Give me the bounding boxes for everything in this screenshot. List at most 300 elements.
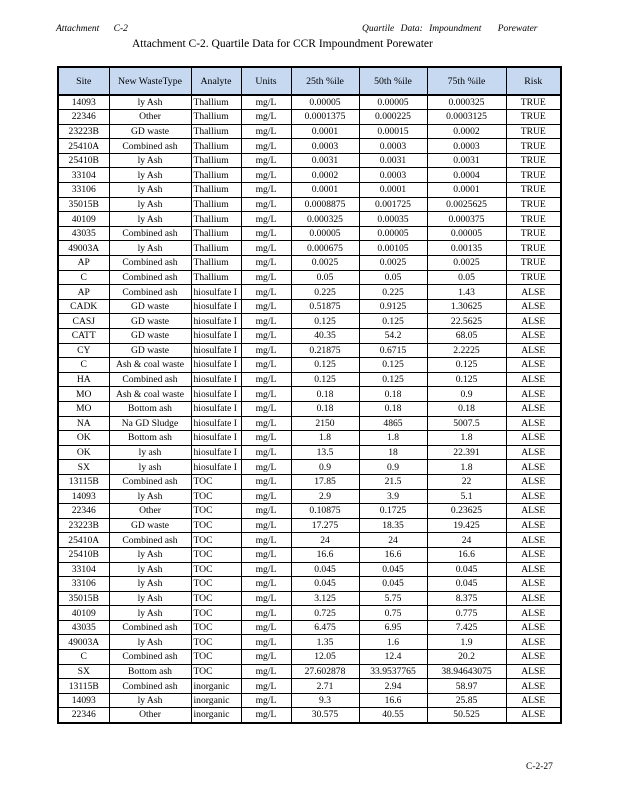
table-row bbox=[58, 620, 561, 635]
cell-units: mg/L bbox=[241, 168, 291, 183]
cell-25th: 0.045 bbox=[291, 562, 359, 577]
cell-units: mg/L bbox=[241, 504, 291, 519]
cell-site: 40109 bbox=[58, 606, 109, 621]
cell-risk: ALSE bbox=[506, 533, 561, 548]
table-row bbox=[58, 445, 561, 460]
cell-units: mg/L bbox=[241, 197, 291, 212]
table-row bbox=[58, 387, 561, 402]
cell-site: 14093 bbox=[58, 95, 109, 110]
cell-analyte: TOC bbox=[191, 533, 241, 548]
cell-25th: 0.0008875 bbox=[291, 197, 359, 212]
table-row bbox=[58, 139, 561, 154]
table-row bbox=[58, 358, 561, 373]
cell-waste-type: Combined ash bbox=[109, 474, 191, 489]
cell-risk: TRUE bbox=[506, 197, 561, 212]
cell-25th: 0.0031 bbox=[291, 153, 359, 168]
cell-risk: ALSE bbox=[506, 504, 561, 519]
cell-75th: 2.2225 bbox=[427, 343, 506, 358]
cell-waste-type: ly Ash bbox=[109, 241, 191, 256]
cell-site: AP bbox=[58, 256, 109, 271]
cell-units: mg/L bbox=[241, 226, 291, 241]
cell-25th: 0.0001 bbox=[291, 183, 359, 198]
cell-waste-type: Bottom ash bbox=[109, 431, 191, 446]
cell-50th: 0.0003 bbox=[359, 139, 427, 154]
header-attachment: Attachment bbox=[56, 24, 100, 34]
cell-units: mg/L bbox=[241, 620, 291, 635]
cell-analyte: Thallium bbox=[191, 95, 241, 110]
cell-75th: 8.375 bbox=[427, 591, 506, 606]
cell-units: mg/L bbox=[241, 139, 291, 154]
cell-waste-type: Combined ash bbox=[109, 285, 191, 300]
cell-risk: ALSE bbox=[506, 693, 561, 708]
cell-waste-type: Combined ash bbox=[109, 533, 191, 548]
cell-75th: 7.425 bbox=[427, 620, 506, 635]
cell-75th: 1.8 bbox=[427, 460, 506, 475]
cell-risk: ALSE bbox=[506, 314, 561, 329]
cell-units: mg/L bbox=[241, 562, 291, 577]
cell-risk: ALSE bbox=[506, 431, 561, 446]
cell-waste-type: ly Ash bbox=[109, 183, 191, 198]
cell-risk: ALSE bbox=[506, 329, 561, 344]
cell-risk: ALSE bbox=[506, 445, 561, 460]
cell-waste-type: Ash & coal waste bbox=[109, 387, 191, 402]
cell-50th: 16.6 bbox=[359, 547, 427, 562]
cell-25th: 0.9 bbox=[291, 460, 359, 475]
cell-units: mg/L bbox=[241, 329, 291, 344]
cell-waste-type: GD waste bbox=[109, 343, 191, 358]
cell-analyte: Thallium bbox=[191, 110, 241, 125]
cell-50th: 24 bbox=[359, 533, 427, 548]
cell-waste-type: ly Ash bbox=[109, 591, 191, 606]
cell-units: mg/L bbox=[241, 401, 291, 416]
cell-risk: TRUE bbox=[506, 95, 561, 110]
cell-75th: 0.000325 bbox=[427, 95, 506, 110]
quartile-data-table bbox=[57, 66, 562, 724]
cell-units: mg/L bbox=[241, 299, 291, 314]
cell-25th: 30.575 bbox=[291, 708, 359, 723]
cell-analyte: TOC bbox=[191, 635, 241, 650]
table-row bbox=[58, 708, 561, 723]
cell-waste-type: Ash & coal waste bbox=[109, 358, 191, 373]
cell-site: MO bbox=[58, 401, 109, 416]
cell-waste-type: Combined ash bbox=[109, 679, 191, 694]
cell-analyte: TOC bbox=[191, 518, 241, 533]
cell-waste-type: GD waste bbox=[109, 314, 191, 329]
cell-75th: 1.9 bbox=[427, 635, 506, 650]
cell-analyte: Thallium bbox=[191, 226, 241, 241]
cell-25th: 17.85 bbox=[291, 474, 359, 489]
cell-waste-type: GD waste bbox=[109, 124, 191, 139]
cell-units: mg/L bbox=[241, 110, 291, 125]
cell-units: mg/L bbox=[241, 153, 291, 168]
cell-50th: 0.125 bbox=[359, 358, 427, 373]
table-row bbox=[58, 431, 561, 446]
cell-site: 35015B bbox=[58, 591, 109, 606]
cell-25th: 0.18 bbox=[291, 387, 359, 402]
cell-units: mg/L bbox=[241, 533, 291, 548]
cell-50th: 21.5 bbox=[359, 474, 427, 489]
cell-75th: 0.18 bbox=[427, 401, 506, 416]
cell-75th: 0.0031 bbox=[427, 153, 506, 168]
cell-risk: ALSE bbox=[506, 416, 561, 431]
cell-25th: 1.8 bbox=[291, 431, 359, 446]
cell-75th: 0.0003125 bbox=[427, 110, 506, 125]
table-row bbox=[58, 372, 561, 387]
cell-25th: 12.05 bbox=[291, 650, 359, 665]
cell-units: mg/L bbox=[241, 650, 291, 665]
cell-50th: 0.0003 bbox=[359, 168, 427, 183]
cell-risk: TRUE bbox=[506, 256, 561, 271]
cell-25th: 0.725 bbox=[291, 606, 359, 621]
cell-site: OK bbox=[58, 431, 109, 446]
cell-50th: 0.75 bbox=[359, 606, 427, 621]
cell-75th: 22 bbox=[427, 474, 506, 489]
cell-waste-type: Combined ash bbox=[109, 372, 191, 387]
table-body bbox=[58, 95, 561, 723]
cell-25th: 40.35 bbox=[291, 329, 359, 344]
cell-site: 22346 bbox=[58, 110, 109, 125]
cell-50th: 0.05 bbox=[359, 270, 427, 285]
cell-waste-type: Na GD Sludge bbox=[109, 416, 191, 431]
cell-units: mg/L bbox=[241, 431, 291, 446]
cell-75th: 20.2 bbox=[427, 650, 506, 665]
table-row bbox=[58, 591, 561, 606]
cell-risk: TRUE bbox=[506, 183, 561, 198]
cell-25th: 9.3 bbox=[291, 693, 359, 708]
cell-analyte: hiosulfate I bbox=[191, 314, 241, 329]
table-row bbox=[58, 285, 561, 300]
cell-75th: 22.5625 bbox=[427, 314, 506, 329]
cell-site: 33106 bbox=[58, 183, 109, 198]
cell-units: mg/L bbox=[241, 489, 291, 504]
cell-50th: 33.9537765 bbox=[359, 664, 427, 679]
cell-75th: 19.425 bbox=[427, 518, 506, 533]
cell-25th: 13.5 bbox=[291, 445, 359, 460]
cell-25th: 2.71 bbox=[291, 679, 359, 694]
cell-50th: 0.125 bbox=[359, 314, 427, 329]
cell-75th: 0.0004 bbox=[427, 168, 506, 183]
cell-50th: 0.00015 bbox=[359, 124, 427, 139]
table-row bbox=[58, 635, 561, 650]
cell-75th: 38.94643075 bbox=[427, 664, 506, 679]
cell-25th: 0.000325 bbox=[291, 212, 359, 227]
cell-units: mg/L bbox=[241, 416, 291, 431]
cell-analyte: hiosulfate I bbox=[191, 372, 241, 387]
cell-25th: 0.0001375 bbox=[291, 110, 359, 125]
table-row bbox=[58, 95, 561, 110]
cell-site: 43035 bbox=[58, 620, 109, 635]
cell-25th: 0.05 bbox=[291, 270, 359, 285]
table-row bbox=[58, 562, 561, 577]
cell-75th: 5.1 bbox=[427, 489, 506, 504]
cell-analyte: hiosulfate I bbox=[191, 460, 241, 475]
table-row bbox=[58, 226, 561, 241]
cell-units: mg/L bbox=[241, 256, 291, 271]
table-row bbox=[58, 474, 561, 489]
cell-units: mg/L bbox=[241, 343, 291, 358]
cell-25th: 0.0025 bbox=[291, 256, 359, 271]
cell-waste-type: ly Ash bbox=[109, 606, 191, 621]
cell-50th: 0.0031 bbox=[359, 153, 427, 168]
column-header-75th: 75th %ile bbox=[427, 67, 506, 95]
cell-50th: 1.6 bbox=[359, 635, 427, 650]
cell-50th: 12.4 bbox=[359, 650, 427, 665]
cell-units: mg/L bbox=[241, 95, 291, 110]
cell-site: CY bbox=[58, 343, 109, 358]
cell-analyte: hiosulfate I bbox=[191, 358, 241, 373]
cell-50th: 0.9125 bbox=[359, 299, 427, 314]
cell-75th: 0.045 bbox=[427, 562, 506, 577]
cell-25th: 0.0003 bbox=[291, 139, 359, 154]
cell-site: OK bbox=[58, 445, 109, 460]
cell-75th: 22.391 bbox=[427, 445, 506, 460]
column-header-site: Site bbox=[58, 67, 109, 95]
cell-waste-type: Other bbox=[109, 110, 191, 125]
cell-units: mg/L bbox=[241, 606, 291, 621]
cell-site: AP bbox=[58, 285, 109, 300]
cell-units: mg/L bbox=[241, 387, 291, 402]
cell-units: mg/L bbox=[241, 679, 291, 694]
cell-75th: 0.775 bbox=[427, 606, 506, 621]
cell-units: mg/L bbox=[241, 635, 291, 650]
cell-50th: 0.001725 bbox=[359, 197, 427, 212]
cell-site: 14093 bbox=[58, 489, 109, 504]
cell-analyte: TOC bbox=[191, 664, 241, 679]
cell-risk: TRUE bbox=[506, 212, 561, 227]
cell-75th: 24 bbox=[427, 533, 506, 548]
table-title: Attachment C-2. Quartile Data for CCR Impoundment Porewater bbox=[132, 38, 433, 50]
cell-risk: ALSE bbox=[506, 299, 561, 314]
table-row bbox=[58, 679, 561, 694]
cell-site: 22346 bbox=[58, 708, 109, 723]
table-row bbox=[58, 343, 561, 358]
cell-25th: 2.9 bbox=[291, 489, 359, 504]
cell-analyte: Thallium bbox=[191, 212, 241, 227]
cell-75th: 0.0002 bbox=[427, 124, 506, 139]
cell-waste-type: ly ash bbox=[109, 460, 191, 475]
cell-site: SX bbox=[58, 664, 109, 679]
cell-75th: 5007.5 bbox=[427, 416, 506, 431]
cell-site: 22346 bbox=[58, 504, 109, 519]
column-header-risk: Risk bbox=[506, 67, 561, 95]
cell-risk: ALSE bbox=[506, 387, 561, 402]
cell-50th: 16.6 bbox=[359, 693, 427, 708]
cell-units: mg/L bbox=[241, 577, 291, 592]
table-row bbox=[58, 401, 561, 416]
cell-25th: 0.045 bbox=[291, 577, 359, 592]
cell-site: 25410A bbox=[58, 139, 109, 154]
cell-risk: ALSE bbox=[506, 358, 561, 373]
column-header-units: Units bbox=[241, 67, 291, 95]
table-header-row bbox=[58, 67, 561, 95]
cell-50th: 40.55 bbox=[359, 708, 427, 723]
cell-analyte: Thallium bbox=[191, 197, 241, 212]
cell-units: mg/L bbox=[241, 474, 291, 489]
cell-25th: 6.475 bbox=[291, 620, 359, 635]
cell-risk: TRUE bbox=[506, 270, 561, 285]
cell-analyte: Thallium bbox=[191, 256, 241, 271]
cell-site: 35015B bbox=[58, 197, 109, 212]
cell-75th: 0.000375 bbox=[427, 212, 506, 227]
cell-units: mg/L bbox=[241, 460, 291, 475]
cell-analyte: Thallium bbox=[191, 183, 241, 198]
cell-site: C bbox=[58, 358, 109, 373]
cell-risk: TRUE bbox=[506, 168, 561, 183]
page-number: C-2-27 bbox=[526, 762, 553, 772]
cell-25th: 0.18 bbox=[291, 401, 359, 416]
cell-analyte: TOC bbox=[191, 620, 241, 635]
cell-25th: 0.000675 bbox=[291, 241, 359, 256]
cell-75th: 0.0001 bbox=[427, 183, 506, 198]
cell-risk: ALSE bbox=[506, 577, 561, 592]
cell-75th: 0.125 bbox=[427, 372, 506, 387]
table-row bbox=[58, 533, 561, 548]
cell-units: mg/L bbox=[241, 445, 291, 460]
cell-site: SX bbox=[58, 460, 109, 475]
table-row bbox=[58, 504, 561, 519]
cell-site: 33104 bbox=[58, 562, 109, 577]
cell-25th: 0.125 bbox=[291, 372, 359, 387]
cell-analyte: TOC bbox=[191, 650, 241, 665]
header-impoundment: Impoundment bbox=[429, 24, 482, 34]
column-header-waste-type: New WasteType bbox=[109, 67, 191, 95]
cell-units: mg/L bbox=[241, 591, 291, 606]
cell-75th: 58.97 bbox=[427, 679, 506, 694]
cell-waste-type: Combined ash bbox=[109, 226, 191, 241]
cell-50th: 5.75 bbox=[359, 591, 427, 606]
cell-site: 43035 bbox=[58, 226, 109, 241]
running-header-left bbox=[56, 24, 140, 34]
cell-risk: ALSE bbox=[506, 518, 561, 533]
cell-waste-type: GD waste bbox=[109, 518, 191, 533]
table-row bbox=[58, 693, 561, 708]
cell-50th: 0.045 bbox=[359, 577, 427, 592]
table-row bbox=[58, 460, 561, 475]
cell-waste-type: ly Ash bbox=[109, 489, 191, 504]
cell-risk: TRUE bbox=[506, 153, 561, 168]
cell-75th: 50.525 bbox=[427, 708, 506, 723]
cell-units: mg/L bbox=[241, 314, 291, 329]
cell-analyte: TOC bbox=[191, 504, 241, 519]
cell-site: NA bbox=[58, 416, 109, 431]
cell-50th: 6.95 bbox=[359, 620, 427, 635]
cell-risk: ALSE bbox=[506, 606, 561, 621]
cell-site: 25410B bbox=[58, 547, 109, 562]
cell-site: 14093 bbox=[58, 693, 109, 708]
header-quartile: Quartile bbox=[362, 24, 395, 34]
cell-25th: 0.225 bbox=[291, 285, 359, 300]
table-row bbox=[58, 183, 561, 198]
header-data: Data: bbox=[400, 24, 423, 34]
cell-risk: ALSE bbox=[506, 562, 561, 577]
table-row bbox=[58, 197, 561, 212]
cell-units: mg/L bbox=[241, 241, 291, 256]
cell-waste-type: Combined ash bbox=[109, 139, 191, 154]
cell-analyte: hiosulfate I bbox=[191, 329, 241, 344]
cell-risk: ALSE bbox=[506, 679, 561, 694]
cell-50th: 0.0001 bbox=[359, 183, 427, 198]
cell-risk: ALSE bbox=[506, 401, 561, 416]
cell-waste-type: ly Ash bbox=[109, 168, 191, 183]
cell-analyte: Thallium bbox=[191, 241, 241, 256]
cell-analyte: inorganic bbox=[191, 708, 241, 723]
table-row bbox=[58, 241, 561, 256]
cell-site: 25410A bbox=[58, 533, 109, 548]
cell-waste-type: ly Ash bbox=[109, 547, 191, 562]
cell-analyte: hiosulfate I bbox=[191, 401, 241, 416]
table-row bbox=[58, 314, 561, 329]
cell-75th: 68.05 bbox=[427, 329, 506, 344]
cell-analyte: hiosulfate I bbox=[191, 431, 241, 446]
table-row bbox=[58, 664, 561, 679]
cell-site: C bbox=[58, 270, 109, 285]
cell-waste-type: Bottom ash bbox=[109, 664, 191, 679]
cell-waste-type: ly Ash bbox=[109, 693, 191, 708]
cell-risk: TRUE bbox=[506, 226, 561, 241]
cell-units: mg/L bbox=[241, 183, 291, 198]
table-row bbox=[58, 547, 561, 562]
table-row bbox=[58, 124, 561, 139]
cell-waste-type: ly Ash bbox=[109, 197, 191, 212]
cell-50th: 18 bbox=[359, 445, 427, 460]
cell-units: mg/L bbox=[241, 270, 291, 285]
cell-75th: 1.8 bbox=[427, 431, 506, 446]
cell-risk: ALSE bbox=[506, 285, 561, 300]
cell-75th: 0.9 bbox=[427, 387, 506, 402]
cell-waste-type: Other bbox=[109, 504, 191, 519]
cell-50th: 0.0025 bbox=[359, 256, 427, 271]
cell-waste-type: ly Ash bbox=[109, 212, 191, 227]
cell-site: 33104 bbox=[58, 168, 109, 183]
header-attachment-code: C-2 bbox=[113, 24, 128, 34]
cell-units: mg/L bbox=[241, 664, 291, 679]
cell-25th: 0.51875 bbox=[291, 299, 359, 314]
cell-25th: 0.125 bbox=[291, 358, 359, 373]
cell-units: mg/L bbox=[241, 372, 291, 387]
cell-25th: 24 bbox=[291, 533, 359, 548]
cell-analyte: TOC bbox=[191, 547, 241, 562]
cell-analyte: inorganic bbox=[191, 679, 241, 694]
cell-50th: 0.18 bbox=[359, 401, 427, 416]
cell-waste-type: ly Ash bbox=[109, 562, 191, 577]
cell-analyte: inorganic bbox=[191, 693, 241, 708]
table-row bbox=[58, 577, 561, 592]
cell-risk: ALSE bbox=[506, 547, 561, 562]
cell-site: 49003A bbox=[58, 241, 109, 256]
cell-50th: 0.045 bbox=[359, 562, 427, 577]
cell-50th: 1.8 bbox=[359, 431, 427, 446]
cell-analyte: hiosulfate I bbox=[191, 285, 241, 300]
cell-risk: ALSE bbox=[506, 489, 561, 504]
cell-units: mg/L bbox=[241, 358, 291, 373]
cell-50th: 3.9 bbox=[359, 489, 427, 504]
cell-50th: 54.2 bbox=[359, 329, 427, 344]
cell-analyte: TOC bbox=[191, 577, 241, 592]
cell-75th: 0.125 bbox=[427, 358, 506, 373]
cell-site: 33106 bbox=[58, 577, 109, 592]
cell-risk: TRUE bbox=[506, 124, 561, 139]
cell-analyte: TOC bbox=[191, 489, 241, 504]
cell-analyte: Thallium bbox=[191, 124, 241, 139]
cell-25th: 2150 bbox=[291, 416, 359, 431]
cell-25th: 0.00005 bbox=[291, 95, 359, 110]
cell-waste-type: ly Ash bbox=[109, 95, 191, 110]
cell-25th: 16.6 bbox=[291, 547, 359, 562]
cell-site: 13115B bbox=[58, 474, 109, 489]
cell-risk: ALSE bbox=[506, 620, 561, 635]
cell-25th: 0.0002 bbox=[291, 168, 359, 183]
cell-50th: 4865 bbox=[359, 416, 427, 431]
